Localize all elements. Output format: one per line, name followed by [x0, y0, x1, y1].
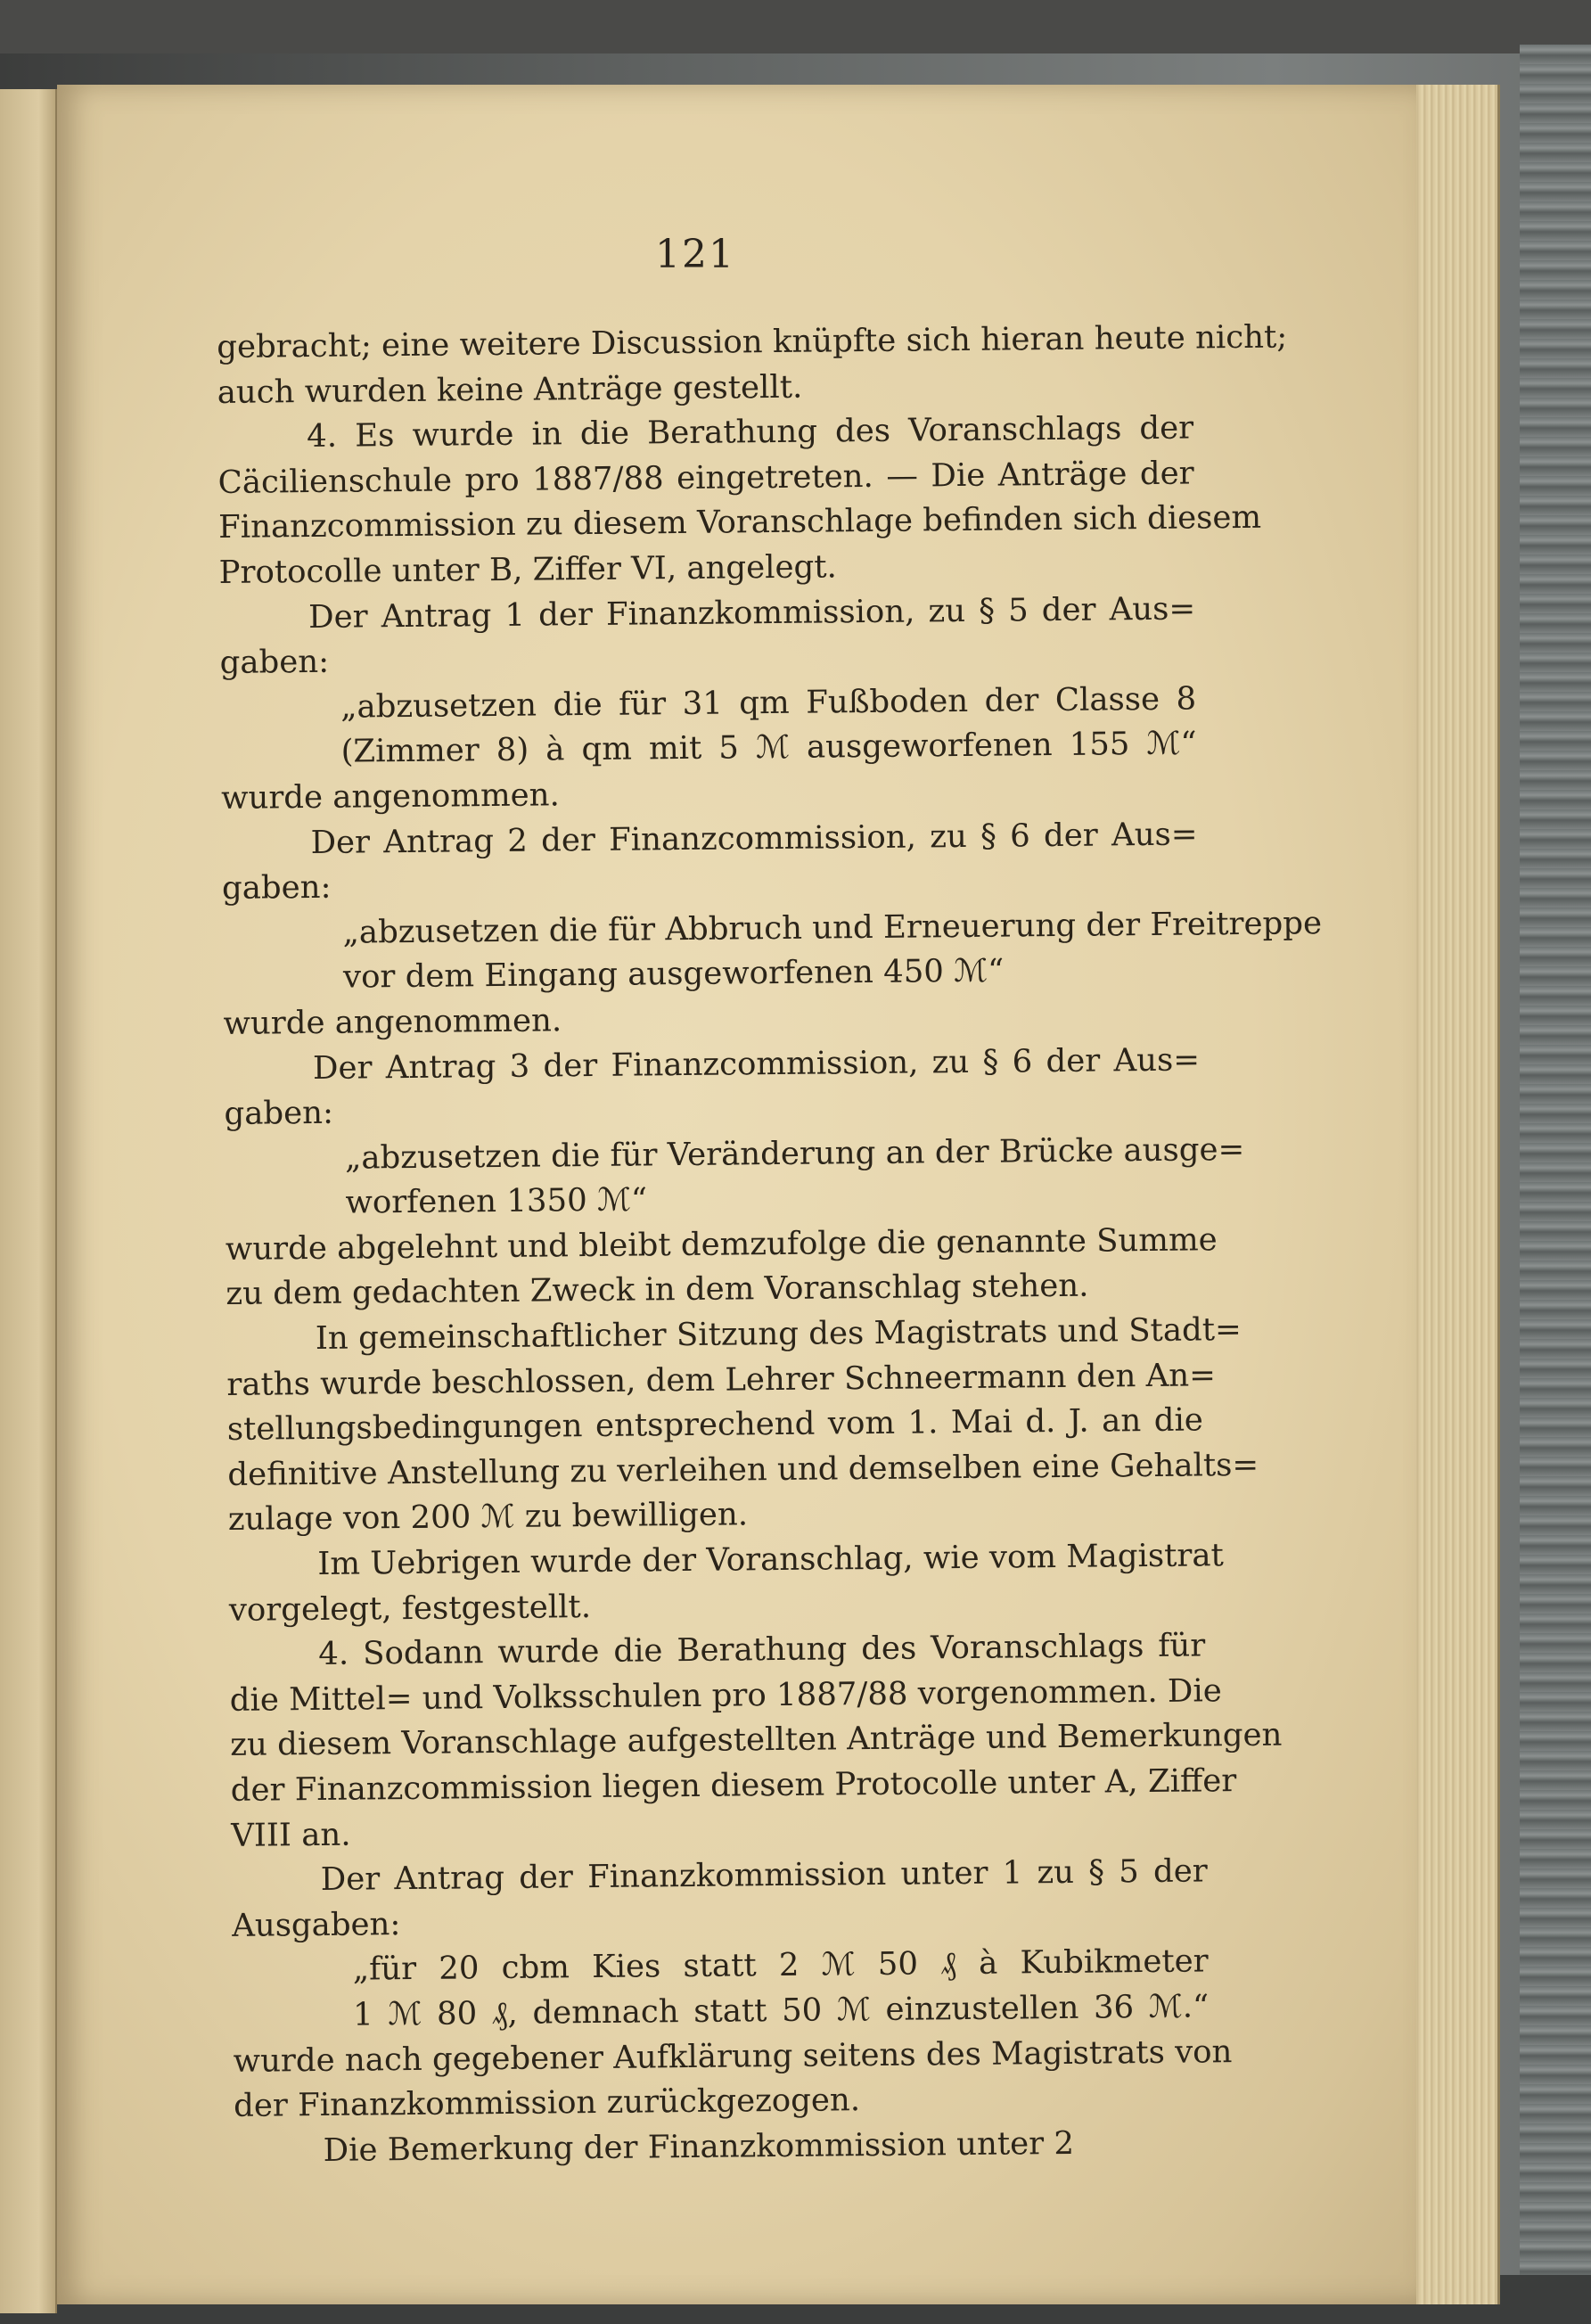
text-line: gaben: — [224, 1094, 334, 1133]
text-line: wurde abgelehnt und bleibt demzufolge die genannte Summe — [225, 1221, 1218, 1268]
text-line: zulage von 200 ℳ zu bewilligen. — [227, 1496, 749, 1539]
text-line: wurde nach gegebener Aufklärung seitens des Magistrats von — [233, 2032, 1233, 2080]
text-line: (Zimmer 8) à qm mit 5 ℳ ausgeworfenen 155 ℳ“ — [340, 725, 1197, 771]
text-line: raths wurde beschlossen, dem Lehrer Schneermann den An= — [226, 1356, 1217, 1403]
text-line: „abzusetzen die für Veränderung an der Brücke ausge= — [344, 1130, 1245, 1177]
facing-page-edge — [0, 89, 57, 2313]
text-line: „für 20 cbm Kies statt 2 ℳ 50 ₰ à Kubikmeter — [352, 1942, 1209, 1988]
page-number: 121 — [655, 232, 735, 277]
text-line: worfenen 1350 ℳ“ — [345, 1181, 648, 1221]
text-line: Im Uebrigen wurde der Voranschlag, wie vom Magistrat — [317, 1537, 1224, 1583]
text-line: Der Antrag 1 der Finanzkommission, zu § 5 der Aus= — [308, 590, 1196, 636]
text-line: VIII an. — [231, 1816, 351, 1854]
text-line: Der Antrag 2 der Finanzcommission, zu § 6 der Aus= — [310, 815, 1198, 861]
text-line: 1 ℳ 80 ₰, demnach statt 50 ℳ einzustellen 36 ℳ.“ — [353, 1988, 1210, 2033]
text-line: definitive Anstellung zu verleihen und demselben eine Gehalts= — [227, 1446, 1259, 1493]
text-line: Cäcilienschule pro 1887/88 eingetreten. — Die Anträge der — [217, 455, 1194, 501]
text-line: die Mittel= und Volksschulen pro 1887/88 vorgenommen. Die — [229, 1672, 1222, 1719]
text-line: zu dem gedachten Zweck in dem Voranschlag stehen. — [226, 1268, 1089, 1313]
text-line: Finanzcommission zu diesem Voranschlage befinden sich diesem — [217, 499, 1262, 546]
text-line: vor dem Eingang ausgeworfenen 450 ℳ“ — [342, 952, 1005, 996]
body-text — [217, 316, 1323, 2174]
text-line: wurde angenommen. — [223, 1002, 562, 1042]
text-line: Die Bemerkung der Finanzkommission unter 2 — [323, 2124, 1075, 2169]
text-line: Ausgaben: — [232, 1905, 401, 1944]
text-line: Der Antrag 3 der Finanzcommission, zu § 6 der Aus= — [312, 1040, 1201, 1087]
text-line: gaben: — [219, 643, 330, 682]
text-line: gaben: — [221, 868, 332, 907]
text-line: „abzusetzen die für Abbruch und Erneuerung der Freitreppe — [342, 904, 1323, 951]
text-line: 4. Sodann wurde die Berathung des Voranschlags für — [318, 1627, 1206, 1673]
text-line: vorgelegt, festgestellt. — [228, 1588, 592, 1629]
text-line: „abzusetzen die für 31 qm Fußboden der Classe 8 — [340, 680, 1197, 726]
text-line: In gemeinschaftlicher Sitzung des Magistrats und Stadt= — [315, 1311, 1242, 1358]
text-line: Der Antrag der Finanzkommission unter 1 zu § 5 der — [320, 1852, 1208, 1899]
text-line: zu diesem Voranschlage aufgestellten Anträge und Bemerkungen — [230, 1717, 1283, 1764]
text-line: 4. Es wurde in die Berathung des Voranschlags der — [307, 409, 1194, 456]
text-line: der Finanzcommission liegen diesem Protocolle unter A, Ziffer — [230, 1762, 1237, 1809]
text-line: wurde angenommen. — [220, 776, 560, 817]
text-line: der Finanzkommission zurückgezogen. — [233, 2082, 861, 2125]
text-line: Protocolle unter B, Ziffer VI, angelegt. — [218, 548, 838, 591]
text-line: auch wurden keine Anträge gestellt. — [217, 368, 803, 411]
page-stack-edge — [1413, 85, 1500, 2304]
text-line: stellungsbedingungen entsprechend vom 1. Mai d. J. an die — [226, 1401, 1204, 1449]
book-cover-edge — [1520, 45, 1591, 2324]
text-line: gebracht; eine weitere Discussion knüpfte sich hieran heute nicht; — [217, 318, 1288, 365]
